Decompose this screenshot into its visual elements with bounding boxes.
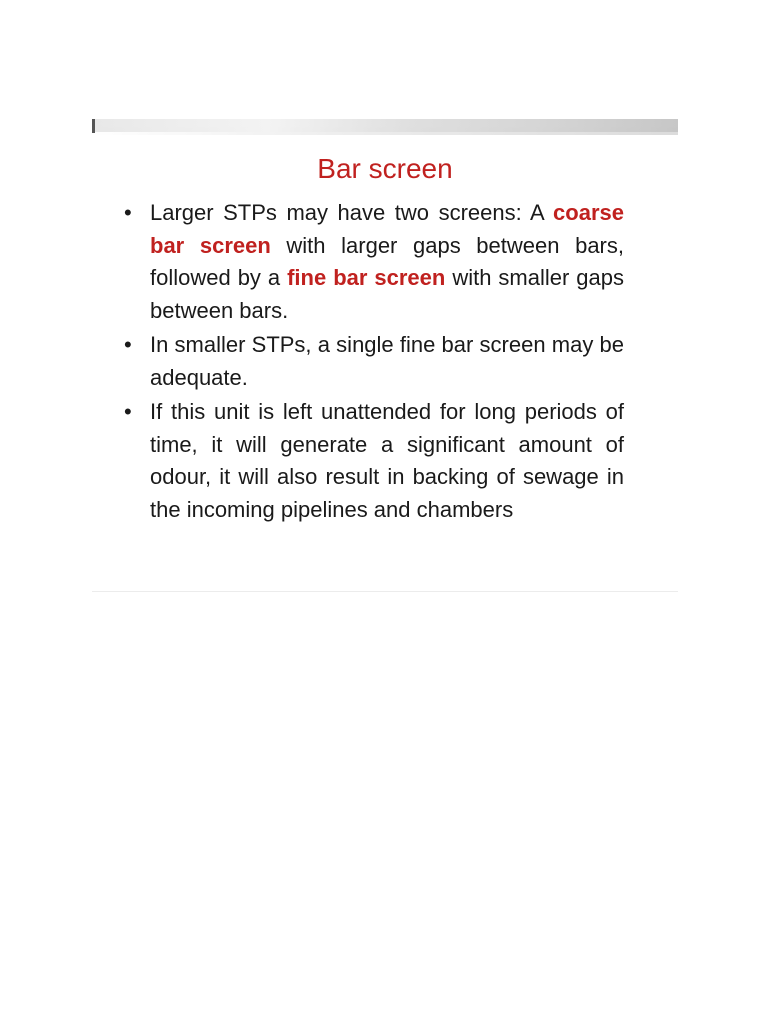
bullet-text: Larger STPs may have two screens: A: [150, 200, 554, 225]
bullet-icon: •: [124, 332, 132, 357]
bullet-list: [122, 197, 624, 528]
slide-header-strip: [92, 119, 678, 135]
bullet-text: In smaller STPs, a single fine bar screen may be adequate.: [150, 332, 624, 390]
bullet-text: with larger gaps between bars, followed by a: [150, 232, 624, 290]
slide-title: Bar screen: [317, 153, 453, 184]
slide-image: [92, 119, 678, 592]
bullet-item-1: [122, 197, 624, 327]
bullet-item-3: [122, 396, 624, 526]
slide-left-edge: [92, 119, 95, 133]
highlight-coarse-bar-screen: coarse bar screen: [150, 200, 624, 258]
highlight-fine-bar-screen: fine bar screen: [287, 265, 446, 290]
bullet-text: If this unit is left unattended for long periods of time, it will generate a significant amount of odour, it will also result in backing of sewage in the incoming pipelines and chambers: [150, 399, 624, 522]
bullet-item-2: [122, 329, 624, 394]
bullet-icon: •: [124, 200, 132, 225]
bullet-icon: •: [124, 399, 132, 424]
bullet-text: with smaller gaps between bars.: [150, 265, 624, 323]
